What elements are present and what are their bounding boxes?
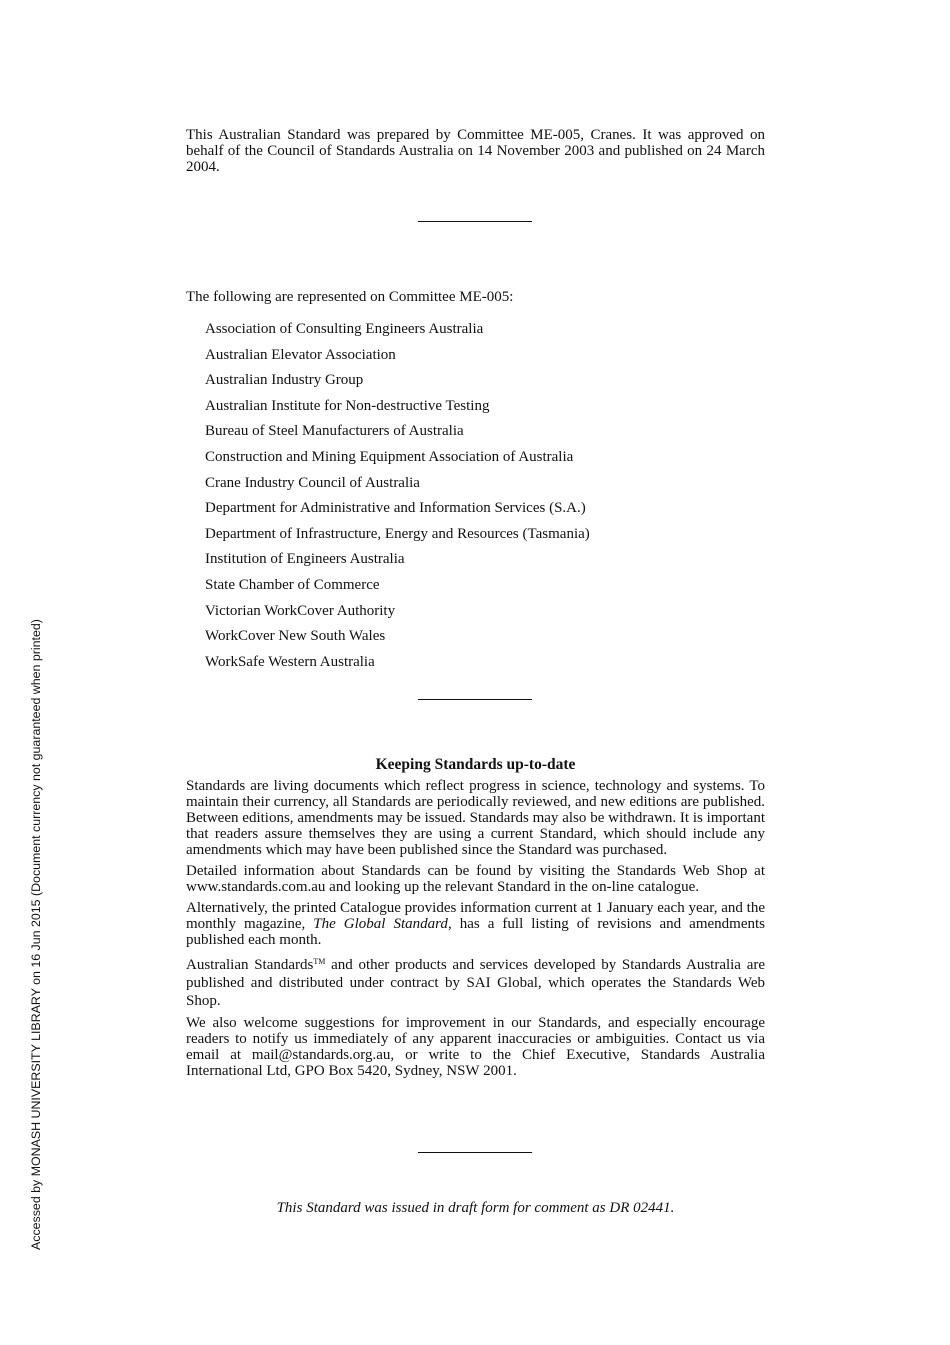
paragraph-living-documents: Standards are living documents which reflect progress in science, technology and systems. To maintain their currency, all Standards are periodically reviewed, and new editions are published. Between editions, amendments may be issued. Standards may also be withdrawn. It is important that readers assure themselves they are using a current Standard, which should include any amendments which may have been published since the Standard was purchased.: [186, 778, 765, 858]
list-item: Department of Infrastructure, Energy and Resources (Tasmania): [205, 525, 590, 542]
committee-intro: The following are represented on Committee ME-005:: [186, 289, 514, 305]
access-watermark: Accessed by MONASH UNIVERSITY LIBRARY on 16 Jun 2015 (Document currency not guaranteed when printed): [29, 619, 43, 1250]
list-item: WorkSafe Western Australia: [205, 653, 375, 670]
keeping-up-to-date-section: [186, 778, 765, 1084]
draft-note: This Standard was issued in draft form for comment as DR 02441.: [276, 1200, 675, 1216]
list-item: Construction and Mining Equipment Association of Australia: [205, 448, 574, 465]
list-item: State Chamber of Commerce: [205, 576, 380, 593]
preparation-statement: This Australian Standard was prepared by Committee ME-005, Cranes. It was approved on behalf of the Council of Standards Australia on 14 November 2003 and published on 24 March 2004.: [186, 127, 765, 175]
divider-rule-1: [418, 221, 532, 222]
list-item: Victorian WorkCover Authority: [205, 602, 396, 619]
divider-rule-2: [418, 699, 532, 700]
list-item: Australian Elevator Association: [205, 346, 396, 363]
paragraph-sai-global: [186, 953, 765, 1010]
list-item: Australian Institute for Non-destructive Testing: [205, 397, 490, 414]
paragraph-web-shop: Detailed information about Standards can be found by visiting the Standards Web Shop at www.standards.com.au and looking up the relevant Standard in the on-line catalogue.: [186, 863, 765, 895]
catalogue-text-end: , has a full listing of revisions and amendments published each month.: [186, 916, 765, 948]
preparation-block: [186, 127, 765, 175]
paragraph-catalogue: [186, 900, 765, 948]
list-item: Department for Administrative and Information Services (S.A.): [205, 500, 586, 517]
paragraph-suggestions: We also welcome suggestions for improvement in our Standards, and especially encourage readers to notify us immediately of any apparent inaccuracies or ambiguities. Contact us via email at mail@standards.org.au, or write to the Chief Executive, Standards Australia International Ltd, GPO Box 5420, Sydney, NSW 2001.: [186, 1015, 765, 1079]
list-item: Australian Industry Group: [205, 372, 364, 389]
section-title: Keeping Standards up-to-date: [375, 756, 576, 773]
sai-text-end: and other products and services developed by Standards Australia are published and distributed under contract by SAI Global, which operates the Standards Web Shop.: [186, 957, 766, 1009]
magazine-title: The Global Standard: [313, 916, 448, 932]
trademark-mark: TM: [313, 957, 326, 966]
list-item: Association of Consulting Engineers Australia: [205, 321, 484, 337]
committee-member-list: [205, 320, 590, 678]
divider-rule-3: [418, 1152, 532, 1153]
list-item: Bureau of Steel Manufacturers of Australia: [205, 423, 464, 440]
list-item: Crane Industry Council of Australia: [205, 474, 420, 491]
catalogue-text-start: Alternatively, the printed Catalogue provides information current at 1 January each year, and the monthly magazine,: [186, 900, 765, 932]
sai-text-start: Australian Standards: [186, 957, 314, 973]
list-item: Institution of Engineers Australia: [205, 551, 405, 568]
list-item: WorkCover New South Wales: [205, 628, 386, 645]
